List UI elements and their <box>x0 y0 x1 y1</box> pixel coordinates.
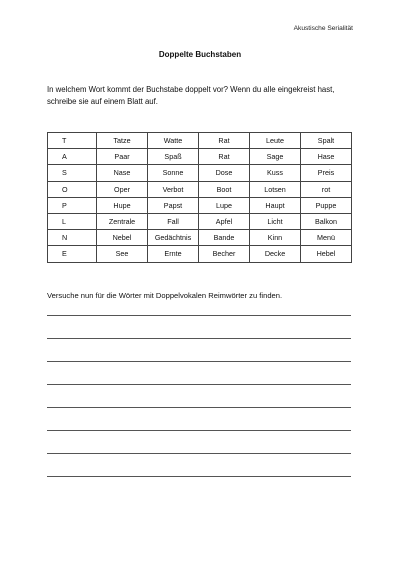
word-cell[interactable]: Boot <box>199 181 250 197</box>
word-cell[interactable]: Preis <box>301 165 352 181</box>
word-cell[interactable]: Lotsen <box>250 181 301 197</box>
table-row <box>48 197 352 213</box>
writing-line[interactable] <box>47 430 351 431</box>
word-cell[interactable]: Watte <box>148 133 199 149</box>
word-cell[interactable]: Zentrale <box>97 213 148 229</box>
table-row <box>48 213 352 229</box>
word-cell[interactable]: Hebel <box>301 246 352 262</box>
word-cell[interactable]: Nase <box>97 165 148 181</box>
word-cell[interactable]: Fall <box>148 213 199 229</box>
word-cell[interactable]: Puppe <box>301 197 352 213</box>
word-cell[interactable]: Haupt <box>250 197 301 213</box>
instruction-text: In welchem Wort kommt der Buchstabe doppelt vor? Wenn du alle eingekreist hast, schreibe sie auf einem Blatt auf. <box>47 85 335 106</box>
writing-line[interactable] <box>47 384 351 385</box>
writing-line[interactable] <box>47 476 351 477</box>
table-row <box>48 230 352 246</box>
word-cell[interactable]: Paar <box>97 149 148 165</box>
word-cell[interactable]: Hupe <box>97 197 148 213</box>
word-cell[interactable]: Kinn <box>250 230 301 246</box>
word-cell[interactable]: Becher <box>199 246 250 262</box>
word-cell[interactable]: Apfel <box>199 213 250 229</box>
word-cell[interactable]: Oper <box>97 181 148 197</box>
page-title: Doppelte Buchstaben <box>158 50 242 59</box>
writing-line[interactable] <box>47 338 351 339</box>
row-letter: E <box>48 246 97 262</box>
word-cell[interactable]: Licht <box>250 213 301 229</box>
word-cell[interactable]: Rat <box>199 149 250 165</box>
word-cell[interactable]: Menü <box>301 230 352 246</box>
table-row <box>48 133 352 149</box>
word-cell[interactable]: Spalt <box>301 133 352 149</box>
word-cell[interactable]: Papst <box>148 197 199 213</box>
word-cell[interactable]: rot <box>301 181 352 197</box>
word-cell[interactable]: Ernte <box>148 246 199 262</box>
word-cell[interactable]: Bande <box>199 230 250 246</box>
word-cell[interactable]: Rat <box>199 133 250 149</box>
word-cell[interactable]: Dose <box>199 165 250 181</box>
word-cell[interactable]: See <box>97 246 148 262</box>
writing-line[interactable] <box>47 453 351 454</box>
header-note: Akustische Serialität <box>293 25 353 32</box>
word-cell[interactable]: Tatze <box>97 133 148 149</box>
word-cell[interactable]: Lupe <box>199 197 250 213</box>
followup-instruction: Versuche nun für die Wörter mit Doppelvokalen Reimwörter zu finden. <box>47 291 283 300</box>
writing-line[interactable] <box>47 407 351 408</box>
row-letter: P <box>48 197 97 213</box>
word-cell[interactable]: Balkon <box>301 213 352 229</box>
row-letter: N <box>48 230 97 246</box>
row-letter: L <box>48 213 97 229</box>
table-row <box>48 165 352 181</box>
writing-line[interactable] <box>47 315 351 316</box>
word-cell[interactable]: Decke <box>250 246 301 262</box>
table-row <box>48 246 352 262</box>
row-letter: T <box>48 133 97 149</box>
word-cell[interactable]: Hase <box>301 149 352 165</box>
row-letter: O <box>48 181 97 197</box>
word-cell[interactable]: Nebel <box>97 230 148 246</box>
letter-word-table <box>47 132 352 263</box>
word-cell[interactable]: Leute <box>250 133 301 149</box>
word-cell[interactable]: Verbot <box>148 181 199 197</box>
word-cell[interactable]: Sage <box>250 149 301 165</box>
writing-line[interactable] <box>47 361 351 362</box>
table-row <box>48 181 352 197</box>
row-letter: A <box>48 149 97 165</box>
word-cell[interactable]: Sonne <box>148 165 199 181</box>
table-row <box>48 149 352 165</box>
row-letter: S <box>48 165 97 181</box>
word-cell[interactable]: Spaß <box>148 149 199 165</box>
word-cell[interactable]: Kuss <box>250 165 301 181</box>
word-cell[interactable]: Gedächtnis <box>148 230 199 246</box>
